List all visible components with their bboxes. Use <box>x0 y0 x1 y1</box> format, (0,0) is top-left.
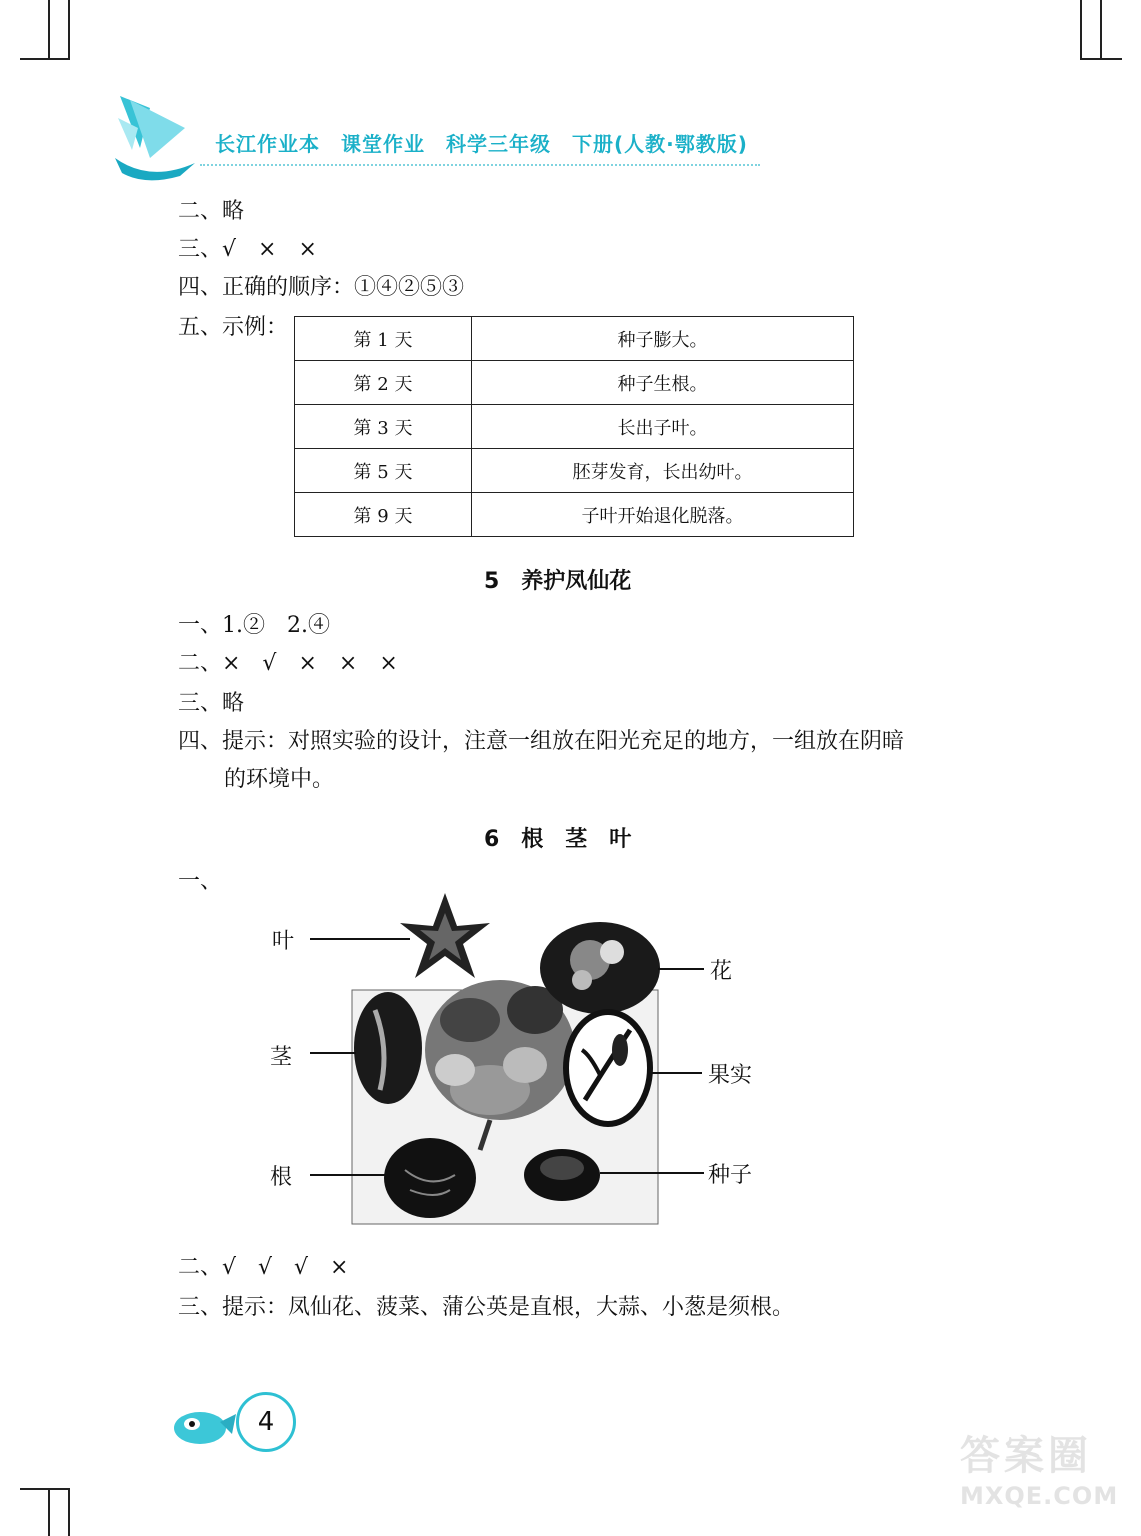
crop-mark <box>1082 58 1122 60</box>
answer-line: 四、提示：对照实验的设计，注意一组放在阳光充足的地方，一组放在阴暗 <box>178 729 905 754</box>
pointer-line <box>310 938 410 940</box>
pointer-line <box>658 968 704 970</box>
root-icon <box>384 1138 476 1218</box>
fruit-icon <box>566 1012 650 1124</box>
label-flower: 花 <box>710 959 733 984</box>
section-title: 6 根 茎 叶 <box>484 827 632 852</box>
watermark-logo <box>960 1430 1130 1520</box>
crop-mark <box>20 1488 70 1490</box>
answer-line: 三、√ × × <box>178 237 317 262</box>
header-title: 长江作业本 课堂作业 科学三年级 下册(人教·鄂教版) <box>215 132 748 156</box>
table-cell-day: 第 2 天 <box>295 361 472 405</box>
leaf-icon <box>400 893 490 978</box>
crop-mark <box>1100 0 1102 60</box>
answer-line: 的环境中。 <box>224 767 335 792</box>
table-cell-desc: 胚芽发育，长出幼叶。 <box>472 449 854 493</box>
pointer-line <box>310 1174 388 1176</box>
pointer-line <box>650 1072 702 1074</box>
label-stem: 茎 <box>270 1045 293 1070</box>
answer-line: 二、√ √ √ × <box>178 1255 349 1280</box>
plant-illustration <box>350 890 670 1226</box>
answer-line: 一、 <box>178 869 223 894</box>
table-row <box>295 361 854 405</box>
mascot-icon <box>170 1400 240 1450</box>
table-cell-day: 第 5 天 <box>295 449 472 493</box>
seed-icon <box>524 1149 600 1201</box>
answer-line: 四、正确的顺序：①④②⑤③ <box>178 275 465 300</box>
pointer-line <box>600 1172 704 1174</box>
crop-mark <box>68 0 70 60</box>
stem-icon <box>354 992 422 1104</box>
crop-mark <box>20 58 70 60</box>
table-row <box>295 317 854 361</box>
watermark-text: 答案圈 <box>960 1433 1092 1479</box>
label-leaf: 叶 <box>272 929 295 954</box>
table-cell-day: 第 1 天 <box>295 317 472 361</box>
pointer-line <box>310 1052 356 1054</box>
answer-line: 三、略 <box>178 691 245 716</box>
table-row <box>295 405 854 449</box>
table-cell-desc: 种子膨大。 <box>472 317 854 361</box>
header-divider <box>200 164 760 166</box>
section-title: 5 养护凤仙花 <box>484 569 632 594</box>
ship-logo-icon <box>110 88 200 188</box>
crop-mark <box>48 0 50 60</box>
label-seed: 种子 <box>708 1163 753 1188</box>
table-row <box>295 449 854 493</box>
table-row <box>295 493 854 537</box>
germination-table <box>294 316 854 537</box>
table-cell-desc: 长出子叶。 <box>472 405 854 449</box>
label-fruit: 果实 <box>708 1063 753 1088</box>
table-cell-desc: 子叶开始退化脱落。 <box>472 493 854 537</box>
page-number: 4 <box>236 1392 296 1452</box>
answer-line: 三、提示：凤仙花、菠菜、蒲公英是直根，大蒜、小葱是须根。 <box>178 1295 795 1320</box>
table-cell-day: 第 9 天 <box>295 493 472 537</box>
watermark-url: MXQE.COM <box>960 1482 1119 1510</box>
answer-line: 二、× √ × × × <box>178 651 398 676</box>
label-root: 根 <box>270 1165 293 1190</box>
crop-mark <box>48 1488 50 1536</box>
answer-line: 五、示例： <box>178 315 289 340</box>
answer-line: 二、略 <box>178 199 245 224</box>
flower-icon <box>540 922 660 1014</box>
table-cell-desc: 种子生根。 <box>472 361 854 405</box>
table-cell-day: 第 3 天 <box>295 405 472 449</box>
answer-line: 一、1.② 2.④ <box>178 613 330 638</box>
crop-mark <box>1080 0 1082 60</box>
crop-mark <box>68 1488 70 1536</box>
